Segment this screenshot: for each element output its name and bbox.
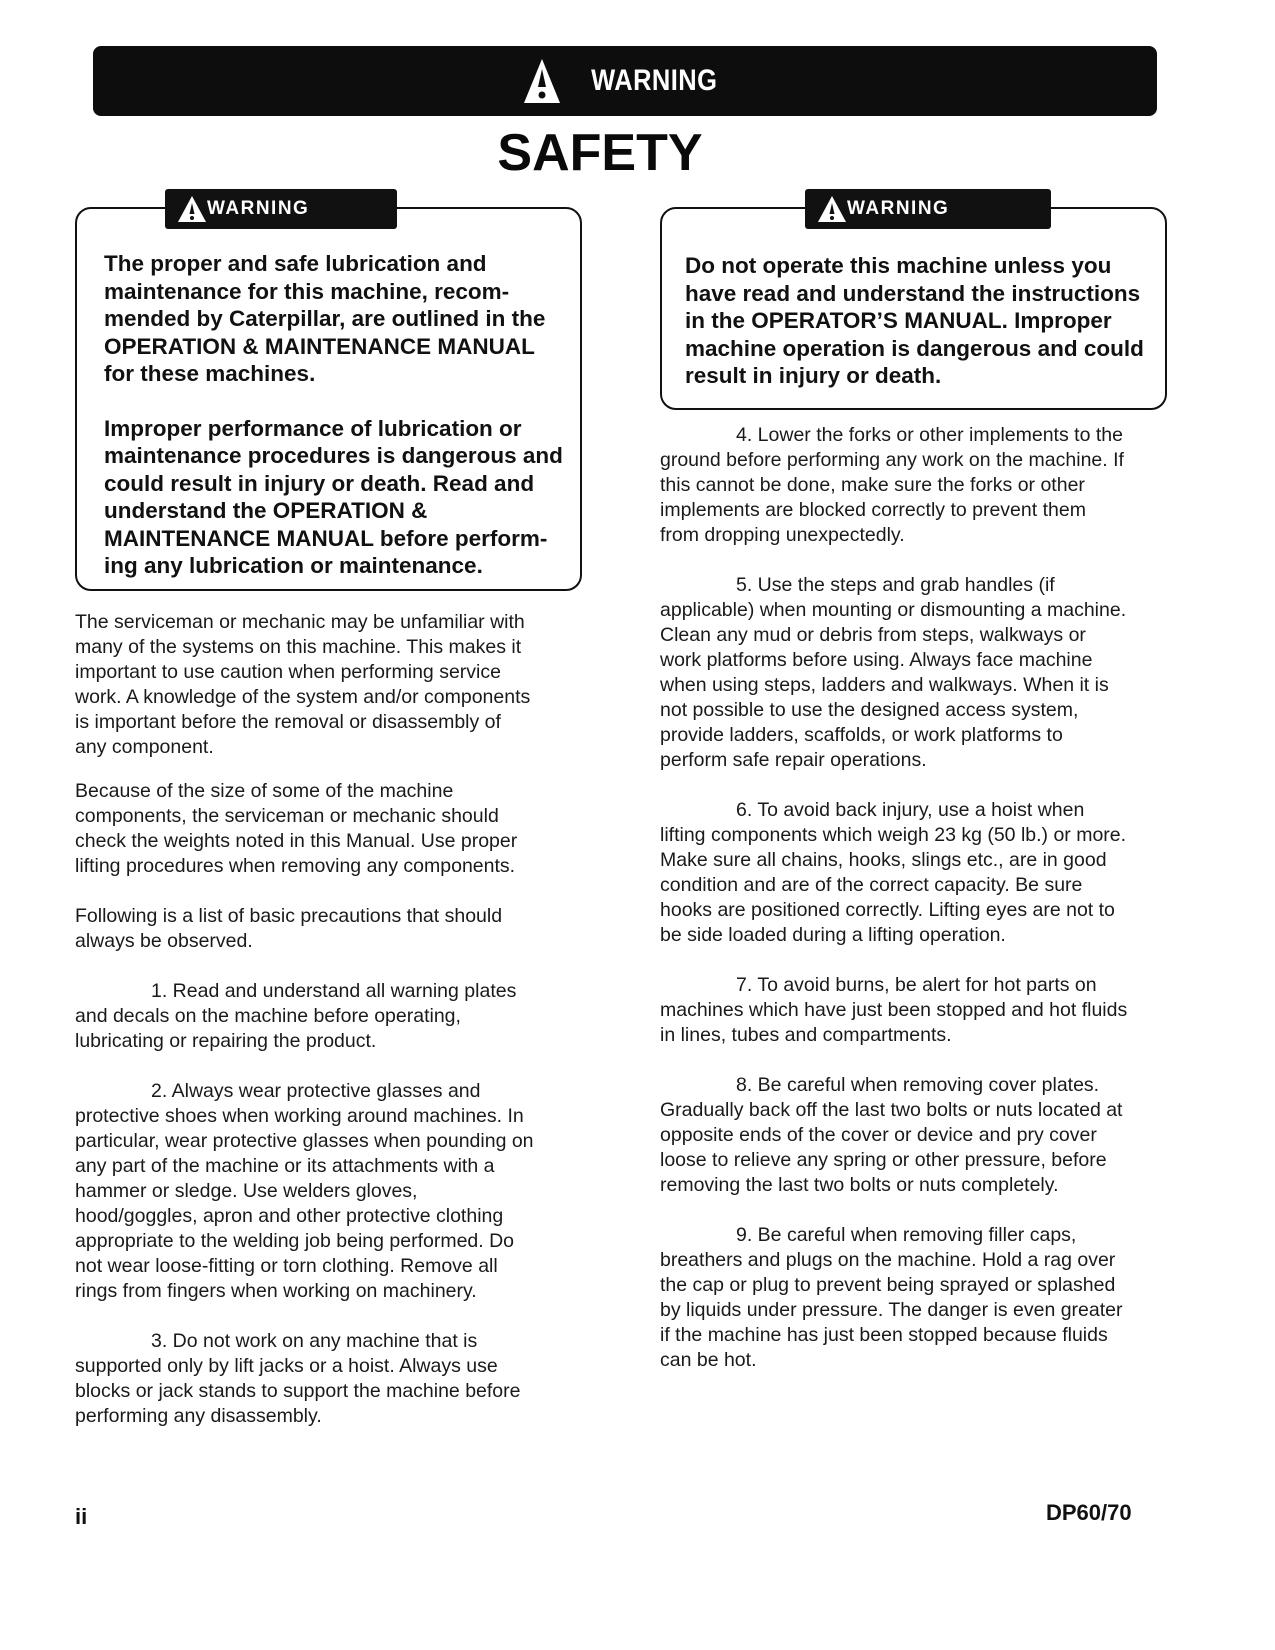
page-title: SAFETY [497,124,703,182]
precaution-item: 2. Always wear protective glasses and protective shoes when working around machines. In particular, wear protective glasses when pounding on any part of the machine or its attachments with a hammer or sledge. Use welders gloves, hood/goggles, apron and other protective clothing appropriate to the welding job being performed. Do not wear loose-fitting or torn clothing. Remove all rings from fingers when working on machinery. [75,1080,534,1302]
warning-tag [165,189,397,229]
banner-label: WARNING [590,64,718,97]
warning-triangle-icon [817,195,847,223]
warning-tag [805,189,1051,229]
precaution-item: 9. Be careful when removing filler caps, breathers and plugs on the machine. Hold a rag over the cap or plug to prevent being sprayed or splashed by liquids under pressure. The danger is even greater if the machine has just been stopped because fluids can be hot. [660,1224,1123,1371]
page-number: ii [75,1504,88,1529]
body-paragraph: Because of the size of some of the machine components, the serviceman or mechanic should check the weights noted in this Manual. Use proper lifting procedures when removing any components. [75,780,518,877]
precaution-item: 1. Read and understand all warning plates and decals on the machine before operating, lubricating or repairing the product. [75,980,517,1052]
model-number: DP60/70 [1046,1500,1132,1525]
precaution-item: 5. Use the steps and grab handles (if applicable) when mounting or dismounting a machine. Clean any mud or debris from steps, walkways or work platforms before using. Always face machine when using steps, ladders and walkways. When it is not possible to use the designed access system, provide ladders, scaffolds, or work platforms to perform safe repair operations. [660,574,1127,771]
warning-triangle-icon [177,195,207,223]
warning-tag-label: WARNING [207,198,310,219]
body-paragraph: Following is a list of basic precautions that should always be observed. [75,905,503,952]
precaution-item: 8. Be careful when removing cover plates. Gradually back off the last two bolts or nuts located at opposite ends of the cover or device and pry cover loose to relieve any spring or other pressure, before removing the last two bolts or nuts completely. [660,1074,1123,1196]
left-column [75,610,535,1429]
lubrication-warning-box [75,198,582,591]
warning-paragraph: The proper and safe lubrication and maintenance for this machine, recom-mended by Caterpillar, are outlined in the OPERATION & MAINTENANCE MANUAL for these machines. [104,251,546,386]
warning-paragraph: Do not operate this machine unless you have read and understand the instructions in the OPERATOR’S MANUAL. Improper machine operation is dangerous and could result in injury or death. [685,253,1144,388]
right-column [660,423,1130,1373]
warning-tag-label: WARNING [847,198,950,219]
precaution-item: 6. To avoid back injury, use a hoist when lifting components which weigh 23 kg (50 lb.) or more. Make sure all chains, hooks, slings etc., are in good condition and are of the correct capacity. Be sure hooks are positioned correctly. Lifting eyes are not to be side loaded during a lifting operation. [660,799,1127,946]
precaution-item: 7. To avoid burns, be alert for hot parts on machines which have just been stopped and hot fluids in lines, tubes and compartments. [660,974,1128,1046]
precaution-item: 3. Do not work on any machine that is supported only by lift jacks or a hoist. Always use blocks or jack stands to support the machine before performing any disassembly. [75,1330,521,1427]
warning-paragraph: Improper performance of lubrication or maintenance procedures is dangerous and could result in injury or death. Read and understand the OPERATION & MAINTENANCE MANUAL before perform-ing any lubrication or maintenance. [104,415,563,578]
warning-banner [93,46,1157,116]
precaution-item: 4. Lower the forks or other implements to the ground before performing any work on the machine. If this cannot be done, make sure the forks or other implements are blocked correctly to prevent them from dropping unexpectedly. [660,424,1124,546]
body-paragraph: The serviceman or mechanic may be unfamiliar with many of the systems on this machine. This makes it important to use caution when performing service work. A knowledge of the system and/or components is important before the removal or disassembly of any component. [75,611,531,758]
operation-warning-box [660,198,1167,410]
warning-triangle-icon [522,57,562,105]
